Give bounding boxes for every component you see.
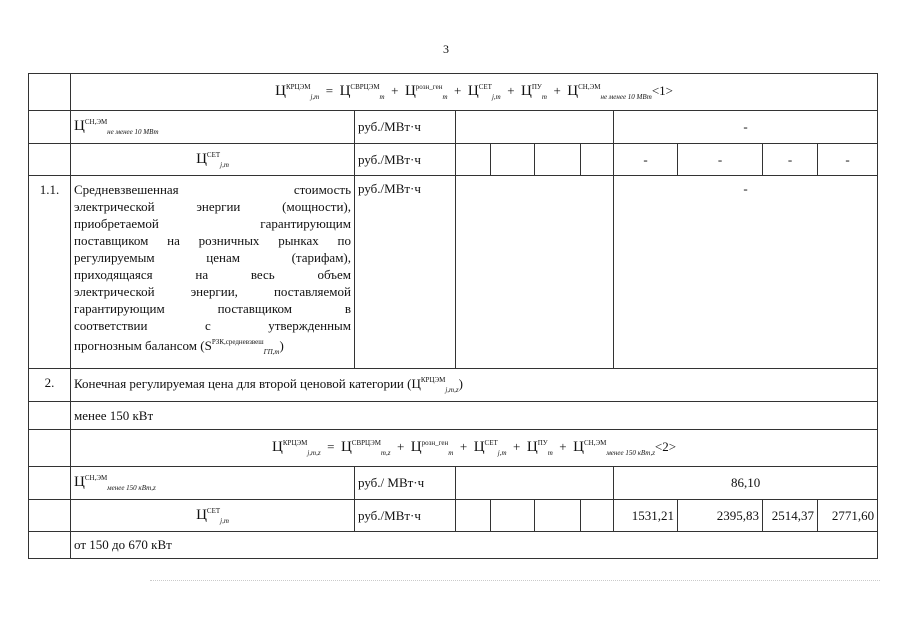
row-set-2 (29, 500, 878, 532)
value-cell-2: - (678, 144, 763, 176)
unit-cell: руб./МВт·ч (355, 500, 456, 532)
formula-row-2 (29, 430, 878, 467)
value-cell-4: - (818, 144, 878, 176)
unit-cell: руб./МВт·ч (355, 144, 456, 176)
row-number: 1.1. (29, 176, 71, 369)
symbol-cell: $Ц^{СН,ЭМ}_{не менее 10 МВт}$ (71, 111, 355, 144)
section-title: Конечная регулируемая цена для второй ценовой категории $(Ц^{КРЦЭМ}_{j,m,z})$ (71, 369, 878, 402)
num-cell-empty (29, 74, 71, 111)
row-sn-em-150kw (29, 467, 878, 500)
value-cell-3: - (763, 144, 818, 176)
scan-artifact-line (150, 580, 880, 583)
tariff-table (28, 73, 878, 559)
formula-row-1 (29, 74, 878, 111)
value-cell: - (614, 176, 878, 369)
formula-krcem-1: $Ц^{КРЦЭМ}_{j,m} = Ц^{СВРЦЭМ}_m + Ц^{розн\_ген}_m + Ц^{СЕТ}_{j,m} + Ц^{ПУ}_m + Ц^{СН,ЭМ}_{не менее 10 МВт}<1>$ (71, 74, 878, 111)
row-less-150kw (29, 402, 878, 430)
row-set-1 (29, 144, 878, 176)
value-cell-4: 2771,60 (818, 500, 878, 532)
row-sn-em-10mw (29, 111, 878, 144)
value-cell-1: 1531,21 (614, 500, 678, 532)
row-2 (29, 369, 878, 402)
row-150-670kw (29, 532, 878, 559)
value-cell: - (614, 111, 878, 144)
description-cell: Средневзвешенная стоимость электрической энергии (мощности), приобретаемой гарантирующим поставщиком на розничных рынках по регулируемым ценам (тарифам), приходящаяся на весь объем электрической энергии, поставляемой гарантирующим поставщиком в соответствии с утвержденным прогнозным балансом $(S^{РЗК,средневзвеш}_{ГП,m})$ (71, 176, 355, 369)
row-1-1 (29, 176, 878, 369)
symbol-cell: $Ц^{СН,ЭМ}_{менее 150 кВт,z}$ (71, 467, 355, 500)
page-number: 3 (443, 42, 449, 56)
subsection-label: от 150 до 670 кВт (71, 532, 878, 559)
unit-cell: руб./МВт·ч (355, 111, 456, 144)
symbol-cell: $Ц^{СЕТ}_{j,m}$ (71, 144, 355, 176)
row-number: 2. (29, 369, 71, 402)
value-cell-1: - (614, 144, 678, 176)
formula-krcem-2: $Ц^{КРЦЭМ}_{j,m,z} = Ц^{СВРЦЭМ}_{m,z} + Ц^{розн\_ген}_m + Ц^{СЕТ}_{j,m} + Ц^{ПУ}_m + Ц^{СН,ЭМ}_{менее 150 кВт,z}<2>$ (71, 430, 878, 467)
symbol-cell: $Ц^{СЕТ}_{j,m}$ (71, 500, 355, 532)
subsection-label: менее 150 кВт (71, 402, 878, 430)
unit-cell: руб./ МВт·ч (355, 467, 456, 500)
value-cell-2: 2395,83 (678, 500, 763, 532)
unit-cell: руб./МВт·ч (355, 176, 456, 369)
value-cell: 86,10 (614, 467, 878, 500)
value-cell-3: 2514,37 (763, 500, 818, 532)
